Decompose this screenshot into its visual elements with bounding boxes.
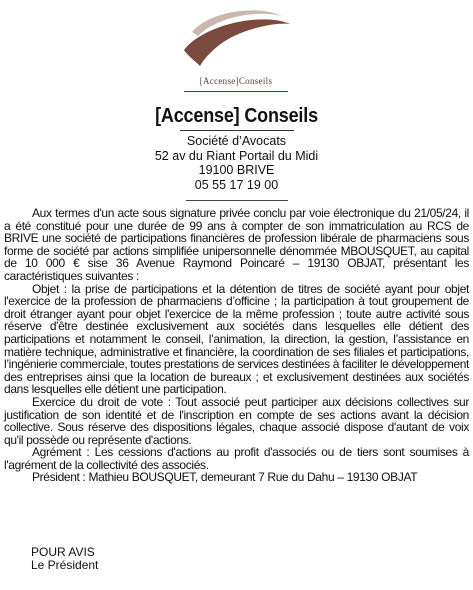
firm-logo	[178, 6, 294, 94]
paragraph-droit-de-vote: Exercice du droit de vote : Tout associé peut participer aux décisions collectives sur justification de son identité et de l'inscription en compte de ses actions avant la décision collective. Sous réserve des dispositions légales, chaque associé dispose d'autant de voix qu'il possède ou représente d'actions.	[4, 394, 469, 447]
paragraph-president: Président : Mathieu BOUSQUET, demeurant 7 Rue du Dahu – 19130 OBJAT	[32, 470, 418, 485]
header-divider	[186, 200, 288, 201]
swoosh-logo-icon	[178, 6, 294, 68]
signoff-pour-avis: POUR AVIS	[31, 545, 95, 559]
paragraph-constitution: Aux termes d'un acte sous signature privée conclu par voie électronique du 21/05/24, il a été constitué pour une durée de 99 ans à compter de son immatriculation au RCS de BRIVE une société de participations financières de profession libérale de pharmaciens sous forme de société par actions simplifiée unipersonnelle dénommée MBOUSQUET, au capital de 10 000 € sise 36 Avenue Raymond Poincaré – 19130 OBJAT, présentant les caractéristiques suivantes :	[4, 206, 469, 283]
signoff	[31, 546, 98, 572]
firm-header	[0, 104, 473, 192]
firm-street: 52 av du Riant Portail du Midi	[154, 148, 319, 163]
logo-underline	[184, 91, 288, 92]
signoff-president: Le Président	[31, 558, 99, 572]
firm-type: Société d’Avocats	[186, 134, 287, 148]
logo-wordmark: [Accense]Conseils	[199, 76, 273, 86]
paragraph-agrement: Agrément : Les cessions d'actions au profit d'associés ou de tiers sont soumises à l'agrément de la collectivité des associés.	[4, 445, 469, 472]
firm-name-rule	[180, 130, 294, 131]
firm-name: [Accense] Conseils	[155, 105, 318, 127]
firm-city: 19100 BRIVE	[198, 163, 275, 177]
firm-phone: 05 55 17 19 00	[194, 177, 279, 192]
notice-body	[4, 207, 469, 484]
paragraph-objet: Objet : la prise de participations et la détention de titres de société ayant pour objet l'exercice de la profession de pharmaciens d’officine ; la participation à tout groupement de droit étranger ayant pour objet l'exercice de la même profession ; toute autre activité sous réserve d'être destinée exclusivement aux sociétés dans lesquelles elle détient des participations et notamment le conseil, l’animation, la direction, la gestion, l’assistance en matière technique, administrative et financière, la coordination de ses filiales et participations, l’ingénierie commerciale, toutes prestations de services destinées à faciliter le développement des entreprises ainsi que la location de bureaux ; et exclusivement destinées aux sociétés dans lesquelles elle détient une participation.	[4, 281, 470, 397]
